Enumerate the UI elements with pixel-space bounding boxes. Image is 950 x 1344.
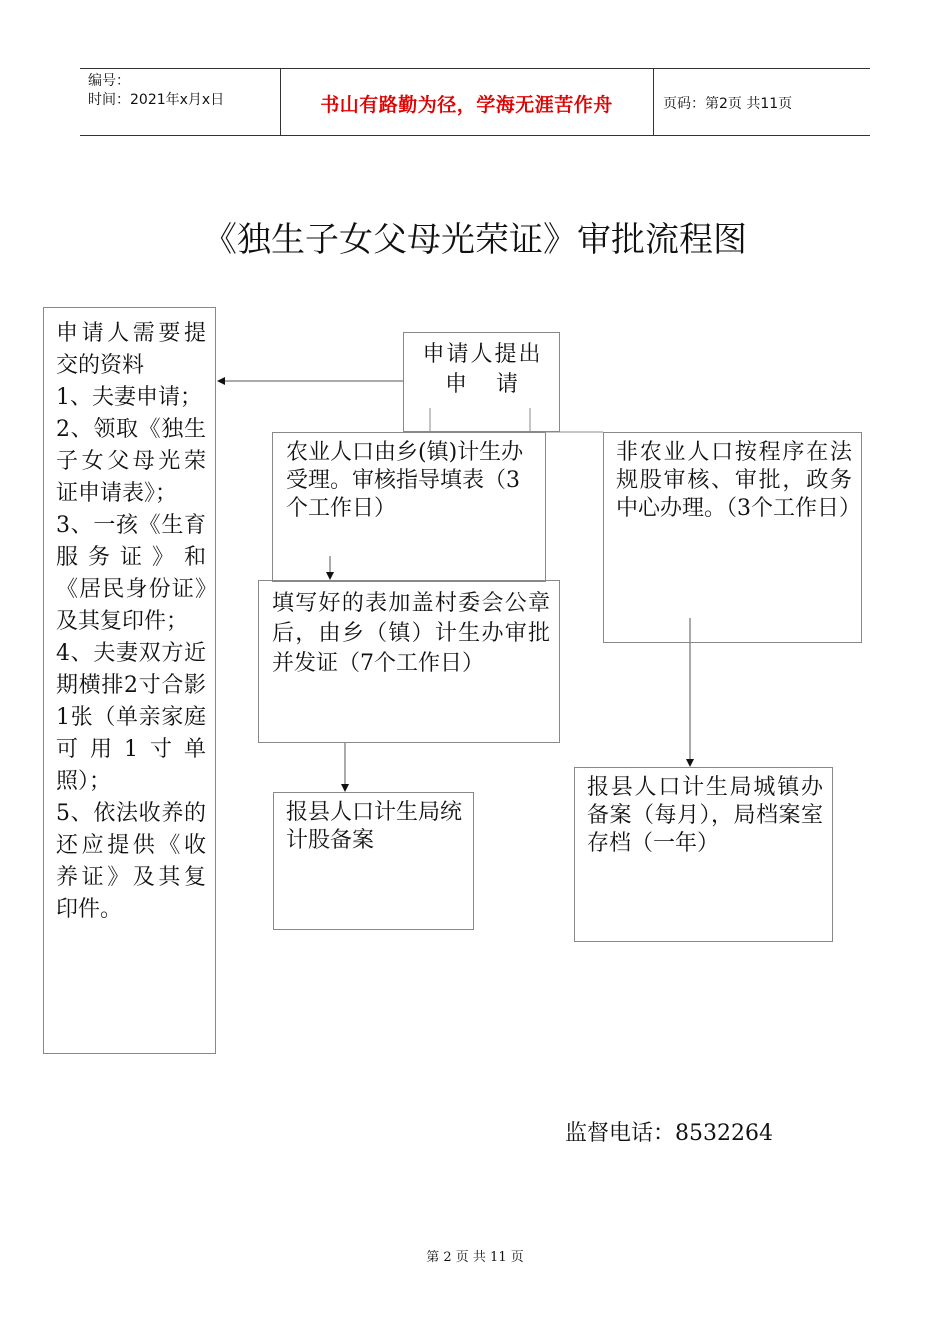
- materials-item-1: 1、夫妻申请；: [56, 385, 202, 410]
- time-label: 时间：2021年x月x日: [88, 92, 225, 108]
- page-title: 《独生子女父母光荣证》审批流程图: [203, 220, 747, 260]
- county-urban-box: [574, 767, 833, 942]
- materials-box: [43, 307, 216, 1054]
- supervision-phone: 监督电话：8532264: [565, 1121, 773, 1146]
- agri-text: 农业人口由乡(镇)计生办受理。审核指导填表（3个工作日）: [286, 440, 524, 521]
- nonagri-box: [603, 432, 862, 643]
- materials-item-3: 3、一孩《生育服务证》和《居民身份证》及其复印件；: [56, 513, 206, 634]
- county-stats-box: [273, 792, 474, 930]
- motto: 书山有路勤为径，学海无涯苦作舟: [320, 94, 613, 116]
- fill-text: 填写好的表加盖村委会公章后，由乡（镇）计生办审批并发证（7个工作日）: [272, 591, 550, 676]
- serial-label: 编号：: [88, 73, 130, 89]
- page-info: 页码：第2页 共11页: [663, 96, 793, 112]
- materials-list: [56, 318, 206, 926]
- county-stats-text: 报县人口计生局统计股备案: [286, 800, 463, 853]
- page-footer: 第 2 页 共 11 页: [426, 1250, 524, 1265]
- apply-line-1: 申请人提出: [422, 342, 543, 367]
- nonagri-text: 非农业人口按程序在法规股审核、审批，政务中心办理。（3个工作日）: [616, 440, 861, 521]
- fill-box: [258, 580, 560, 743]
- apply-line-2: 申 请: [445, 372, 520, 397]
- materials-item-2: 2、领取《独生子女父母光荣证申请表》；: [56, 417, 206, 506]
- materials-item-4: 4、夫妻双方近期横排2寸合影1张（单亲家庭可用1寸单照）；: [56, 641, 206, 794]
- agri-box: [272, 432, 546, 582]
- county-urban-text: 报县人口计生局城镇办备案（每月），局档案室存档（一年）: [587, 775, 823, 856]
- materials-item-5: 5、依法收养的还应提供《收养证》及其复印件。: [56, 801, 206, 922]
- apply-box: [403, 332, 560, 432]
- materials-heading: 申请人需要提交的资料: [56, 321, 206, 378]
